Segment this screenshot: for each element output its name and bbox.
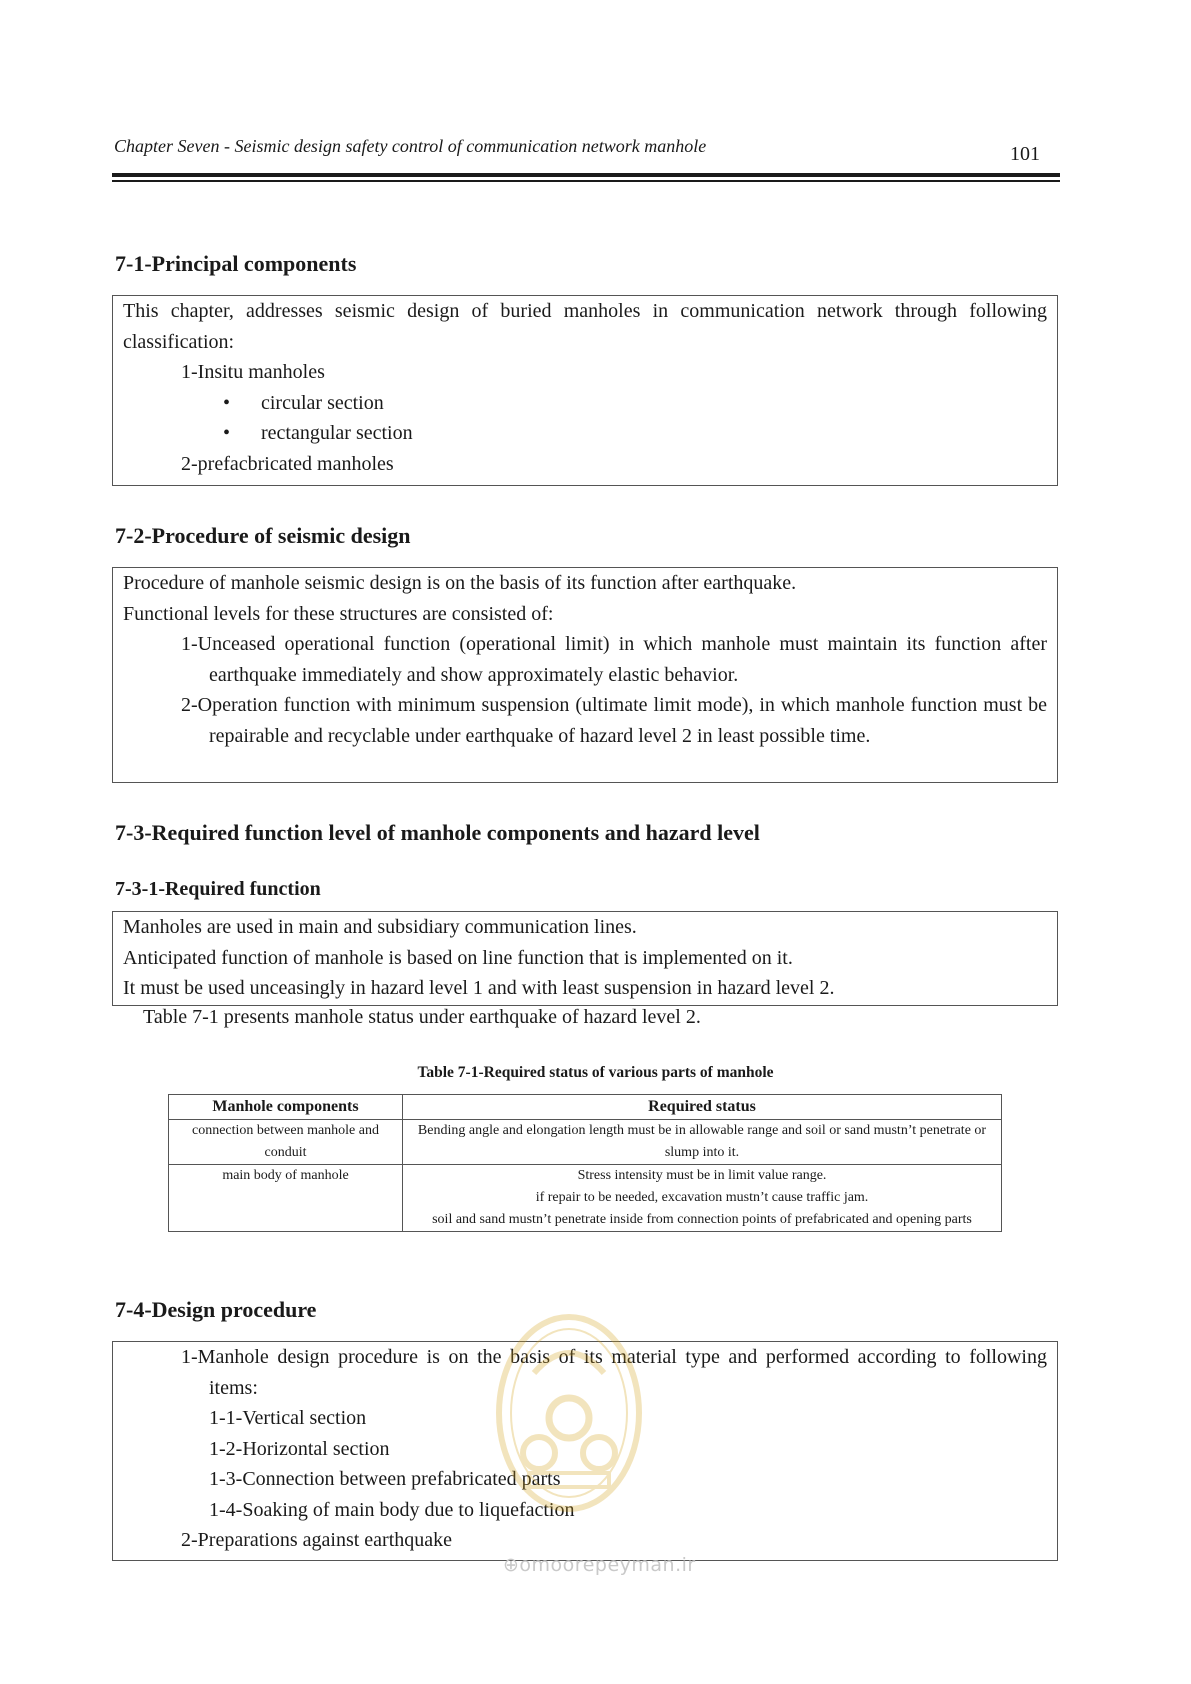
list-item-design-procedure: 1-Manhole design procedure is on the basis of its material type and performed according to following items: bbox=[181, 1346, 1047, 1399]
table-row bbox=[169, 1120, 1002, 1165]
section-box-7-2 bbox=[112, 567, 1058, 783]
bullet-item bbox=[113, 388, 1057, 419]
section-heading-7-2: 7-2-Procedure of seismic design bbox=[115, 523, 411, 548]
status-table bbox=[168, 1094, 1002, 1232]
bullet-dot-icon: • bbox=[223, 422, 231, 444]
status-line: soil and sand mustn’t penetrate inside from connection points of prefabricated and opening parts bbox=[432, 1212, 972, 1227]
list-item-suspension: 2-Operation function with minimum suspension (ultimate limit mode), in which manhole function must be repairable and recyclable under earthquake of hazard level 2 in least possible time. bbox=[181, 694, 1047, 747]
status-line: Bending angle and elongation length must be in allowable range and soil or sand mustn’t penetrate or slump into it. bbox=[417, 1123, 987, 1160]
bullet-text: circular section bbox=[261, 391, 384, 414]
paragraph: Anticipated function of manhole is based on line function that is implemented on it. bbox=[123, 946, 793, 969]
sub-item: 1-3-Connection between prefabricated parts bbox=[209, 1468, 561, 1490]
header-rule-thick bbox=[112, 173, 1060, 177]
sub-item: 1-2-Horizontal section bbox=[209, 1437, 390, 1460]
status-line: if repair to be needed, excavation mustn’t cause traffic jam. bbox=[535, 1190, 869, 1205]
globe-icon: ⊕ bbox=[503, 1554, 520, 1576]
column-header: Required status bbox=[403, 1095, 1002, 1120]
status-line: Stress intensity must be in limit value range. bbox=[577, 1168, 827, 1183]
header-rule-thin bbox=[112, 180, 1060, 182]
paragraph: It must be used unceasingly in hazard level 1 and with least suspension in hazard level 2. bbox=[123, 977, 835, 999]
table-cell-status bbox=[403, 1165, 1002, 1232]
section-box-7-1 bbox=[112, 295, 1058, 486]
list-item-operational: 1-Unceased operational function (operational limit) in which manhole must maintain its function after earthquake immediately and show approximately elastic behavior. bbox=[181, 633, 1047, 686]
column-header: Manhole components bbox=[169, 1095, 403, 1120]
section-heading-7-1: 7-1-Principal components bbox=[115, 251, 357, 276]
intro-paragraph: This chapter, addresses seismic design of buried manholes in communication network through following classification: bbox=[123, 300, 1047, 353]
section-box-7-3-1 bbox=[112, 911, 1058, 1006]
table-cell-component: main body of manhole bbox=[169, 1165, 403, 1232]
watermark-site: omoorepeyman.ir bbox=[519, 1554, 696, 1576]
sub-item: 1-1-Vertical section bbox=[209, 1407, 367, 1429]
table-cell-component: connection between manhole and conduit bbox=[169, 1120, 403, 1165]
list-item-preparations: 2-Preparations against earthquake bbox=[181, 1529, 453, 1551]
sub-item: 1-4-Soaking of main body due to liquefaction bbox=[209, 1498, 575, 1521]
watermark-text bbox=[503, 1554, 696, 1576]
paragraph: Procedure of manhole seismic design is on the basis of its function after earthquake. bbox=[123, 572, 797, 594]
subsection-heading-7-3-1: 7-3-1-Required function bbox=[115, 878, 321, 900]
running-title: Chapter Seven - Seismic design safety control of communication network manhole bbox=[114, 136, 707, 156]
bullet-item bbox=[113, 418, 1057, 449]
list-item-prefabricated: 2-prefacbricated manholes bbox=[181, 452, 394, 475]
section-heading-7-3: 7-3-Required function level of manhole components and hazard level bbox=[115, 820, 760, 845]
section-heading-7-4: 7-4-Design procedure bbox=[115, 1297, 317, 1322]
paragraph: Manholes are used in main and subsidiary communication lines. bbox=[123, 916, 637, 938]
bullet-dot-icon: • bbox=[223, 391, 231, 414]
paragraph: Functional levels for these structures are consisted of: bbox=[123, 602, 554, 625]
table-header-row bbox=[169, 1095, 1002, 1120]
list-item-insitu: 1-Insitu manholes bbox=[181, 361, 325, 383]
watermark-logo bbox=[494, 1313, 644, 1513]
page-number: 101 bbox=[1010, 143, 1040, 165]
table-row bbox=[169, 1165, 1002, 1232]
table-cell-status bbox=[403, 1120, 1002, 1165]
page-header bbox=[112, 134, 1060, 182]
bullet-text: rectangular section bbox=[261, 422, 413, 444]
table-reference-text: Table 7-1 presents manhole status under earthquake of hazard level 2. bbox=[143, 1006, 701, 1028]
table-caption: Table 7-1-Required status of various parts of manhole bbox=[417, 1064, 774, 1081]
